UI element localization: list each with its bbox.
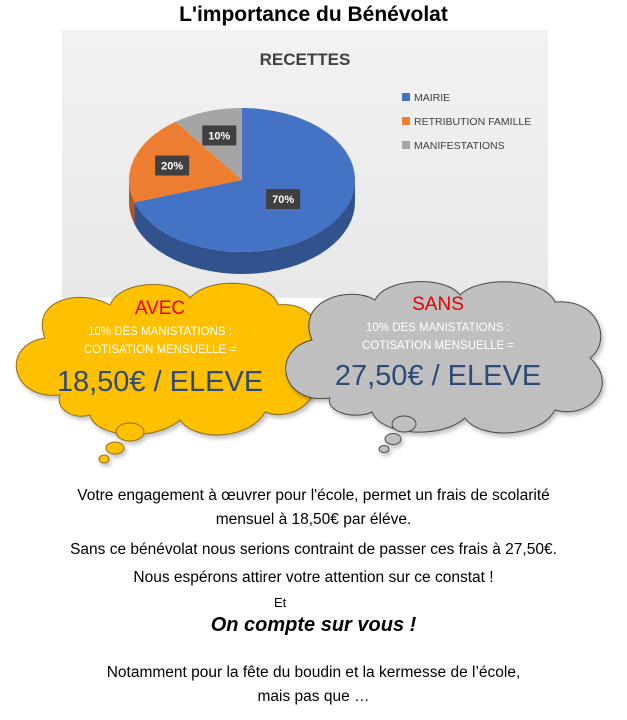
chart-title: RECETTES	[259, 50, 351, 69]
sans-heading: SANS	[412, 294, 464, 315]
legend-swatch	[402, 93, 410, 101]
pie-data-label: 20%	[161, 160, 184, 173]
pie-chart-panel	[62, 30, 548, 298]
paragraph-events-line1: Notamment pour la fête du boudin et la kermesse de l’école,	[106, 664, 521, 681]
sans-line1: 10% DES MANISTATIONS :	[366, 322, 510, 334]
sans-line2: COTISATION MENSUELLE =	[361, 340, 515, 352]
legend-label: RETRIBUTION FAMILLE	[414, 116, 532, 128]
slogan: On compte sur vous !	[210, 614, 417, 636]
sans-price: 27,50€ / ELEVE	[334, 360, 542, 392]
legend-label: MANIFESTATIONS	[414, 140, 505, 152]
paragraph-attention: Nous espérons attirer votre attention sur ce constat !	[133, 569, 494, 586]
paragraph-without-volunteering: Sans ce bénévolat nous serions contraint de passer ces frais à 27,50€.	[70, 541, 557, 558]
paragraph-events-line2: mais pas que …	[257, 688, 370, 705]
pie-chart	[62, 30, 548, 298]
avec-heading: AVEC	[134, 298, 186, 319]
legend-swatch	[402, 141, 410, 149]
et-text: Et	[274, 595, 287, 610]
paragraph-engagement-line2: mensuel à 18,50€ par éléve.	[215, 511, 412, 528]
page-title: L'importance du Bénévolat	[179, 3, 448, 26]
avec-line2: COTISATION MENSUELLE =	[83, 344, 237, 356]
legend-swatch	[402, 117, 410, 125]
pie-data-label: 70%	[272, 194, 295, 207]
avec-price: 18,50€ / ELEVE	[56, 366, 264, 398]
legend-label: MAIRIE	[414, 92, 451, 104]
pie-data-label: 10%	[208, 130, 231, 143]
avec-line1: 10% DES MANISTATIONS :	[88, 326, 232, 338]
paragraph-engagement-line1: Votre engagement à œuvrer pour l'école, permet un frais de scolarité	[77, 487, 550, 504]
